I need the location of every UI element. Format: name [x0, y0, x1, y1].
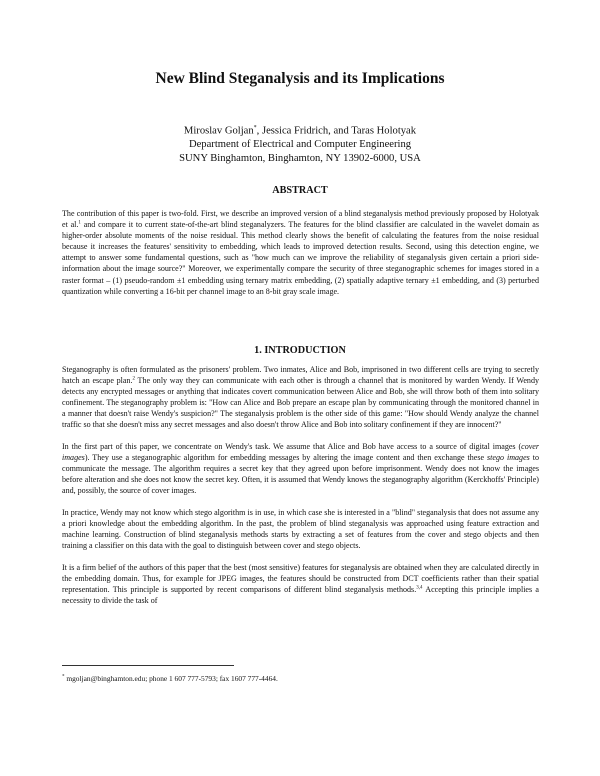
intro-p1-text-b: The only way they can communicate with each other is through a channel that is monitored by warden Wendy. If Wendy detects any encrypted messages or anything that indicates covert communication between Alice and Bob, she will throw both of them into solitary confinement. The steganography problem is: "How can Alice and Bob prepare an escape plan by communicating through the monitored channel in a manner that doesn't raise Wendy's suspicion?" The steganalysis problem is the other side of this game: "How should Wendy analyze the channel traffic so that she doesn't miss any secret messages and also doesn't throw Alice and Bob into solitary confinement if they are innocent?": [62, 376, 539, 430]
author-name-first: Miroslav Goljan: [183, 125, 254, 137]
citation-ref: 3,4: [416, 585, 423, 591]
intro-p2-emphasis: stego images: [487, 453, 530, 463]
author-department: Department of Electrical and Computer Engineering: [188, 139, 412, 151]
abstract-body: [62, 208, 539, 307]
intro-p2-text-b: ). They use a steganographic algorithm for embedding messages by altering the image content and then exchange these: [84, 453, 488, 463]
intro-paragraph-3: In practice, Wendy may not know which stego algorithm is in use, in which case she is interested in a "blind" steganalysis that does not assume any a priori knowledge about the embedding algorithm. In the past, the problem of blind steganalysis was approached using feature extraction and machine learning. Construction of blind steganalysis methods starts by extracting a set of features from the cover and stego objects and then training a classifier on this data with the goal to distinguish between cover and stego objects.: [62, 508, 539, 551]
intro-p2-text-a: In the first part of this paper, we concentrate on Wendy's task. We assume that Alice and Bob have access to a source of digital images (: [62, 442, 522, 452]
abstract-paragraph: [62, 208, 539, 297]
intro-p1-text-a: Steganography is often formulated as the prisoners' problem. Two inmates, Alice and Bob, imprisoned in two different cells are trying to secretly hatch an escape plan.: [62, 365, 539, 386]
abstract-text-part2: and compare it to current state-of-the-art blind steganalyzers. The features for the blind classifier are calculated in the wavelet domain as higher-order absolute moments of the noise residual. This method clearly shows the benefit of calculating the features from the noise residual because it increases the features' sensitivity to embedding, which leads to improved detection results. Second, using this detection engine, we attempt to answer some fundamental questions, such as "how much can we improve the reliability of steganalysis given certain a priori side-information about the image source?" Moreover, we experimentally compare the security of three steganographic schemes for images stored in a raster format – (1) pseudo-random ±1 embedding using ternary matrix embedding, (2) spatially adaptive ternary ±1 embedding, and (3) perturbed quantization while converting a 16-bit per channel image to an 8-bit gray scale image.: [62, 220, 540, 296]
footnote-text: mgoljan@binghamton.edu; phone 1 607 777-5793; fax 1607 777-4464.: [64, 674, 278, 683]
author-block: [0, 122, 600, 165]
intro-paragraph-1: [62, 364, 539, 431]
intro-p2-text-c: to communicate the message. The algorithm requires a secret key that they agreed upon before imprisonment. Wendy does not know the images before alteration and she does not know the secret key. Often, it is assumed that Wendy knows the steganography algorithm (Kerckhoffs' Principle) and, possibly, the source of cover images.: [62, 453, 539, 496]
author-footnote-mark: *: [253, 125, 257, 131]
citation-ref: 1: [78, 220, 81, 226]
intro-paragraph-4: [62, 562, 539, 606]
author-institution: SUNY Binghamton, Binghamton, NY 13902-6000, USA: [179, 152, 421, 164]
intro-p4-text-a: It is a firm belief of the authors of this paper that the best (most sensitive) features for steganalysis are obtained when they are calculated directly in the embedding domain. Thus, for example for JPEG images, the features should be constructed from DCT coefficients rather than their spatial representation. This principle is supported by recent comparisons of different blind steganalysis methods.: [62, 562, 539, 595]
intro-p4-text-b: Accepting this principle implies a necessity to divide the task of: [62, 585, 539, 606]
intro-p2-emphasis: cover images: [62, 442, 539, 463]
author-names-rest: , Jessica Fridrich, and Taras Holotyak: [256, 125, 417, 137]
introduction-heading: 1. INTRODUCTION: [254, 345, 346, 356]
abstract-heading: ABSTRACT: [272, 185, 328, 196]
footnote-divider: [62, 665, 234, 666]
footnote: [62, 674, 539, 683]
intro-paragraph-2: [62, 441, 539, 496]
introduction-body: [62, 364, 539, 617]
abstract-text-part1: The contribution of this paper is two-fold. First, we describe an improved version of a blind steganalysis method previously proposed by Holotyak et al.: [62, 209, 539, 230]
citation-ref: 2: [132, 376, 135, 382]
author-names: [0, 122, 600, 138]
paper-title: New Blind Steganalysis and its Implications: [155, 70, 445, 87]
footnote-mark: *: [62, 674, 65, 680]
